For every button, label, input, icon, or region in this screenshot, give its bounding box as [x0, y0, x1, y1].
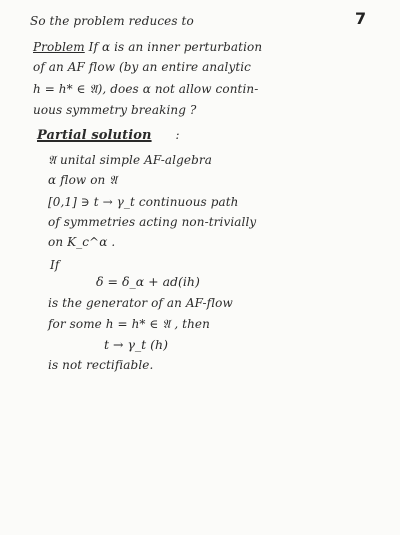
- solution-line-1: 𝔄 unital simple AF-algebra: [48, 153, 212, 167]
- problem-line-3: h = h* ∈ 𝔄), does α not allow contin-: [33, 82, 259, 96]
- partial-solution-colon: :: [175, 128, 180, 142]
- partial-solution-label: Partial solution: [37, 128, 152, 143]
- solution-line-2: α flow on 𝔄: [48, 173, 118, 187]
- problem-line-4: uous symmetry breaking ?: [33, 103, 197, 117]
- solution-line-7: for some h = h* ∈ 𝔄 , then: [48, 317, 210, 331]
- path-formula: t → γ_t (h): [104, 337, 168, 352]
- solution-line-6: is the generator of an AF-flow: [48, 296, 233, 310]
- problem-label: Problem: [33, 40, 85, 54]
- solution-line-5: on K_c^α .: [48, 235, 116, 249]
- problem-line-2: of an AF flow (by an entire analytic: [33, 60, 252, 74]
- generator-formula: δ = δ_α + ad(ih): [96, 274, 200, 289]
- page-number: 7: [355, 9, 367, 28]
- problem-line-1: [33, 40, 262, 54]
- intro-line: So the problem reduces to: [30, 14, 194, 28]
- solution-line-8: is not rectifiable.: [48, 358, 154, 372]
- solution-line-3: [0,1] ∋ t → γ_t continuous path: [48, 195, 239, 209]
- partial-solution-heading: [37, 128, 180, 143]
- problem-line-1-text: If α is an inner perturbation: [88, 40, 263, 54]
- solution-line-4: of symmetries acting non-trivially: [48, 215, 257, 229]
- solution-line-if: If: [50, 258, 60, 272]
